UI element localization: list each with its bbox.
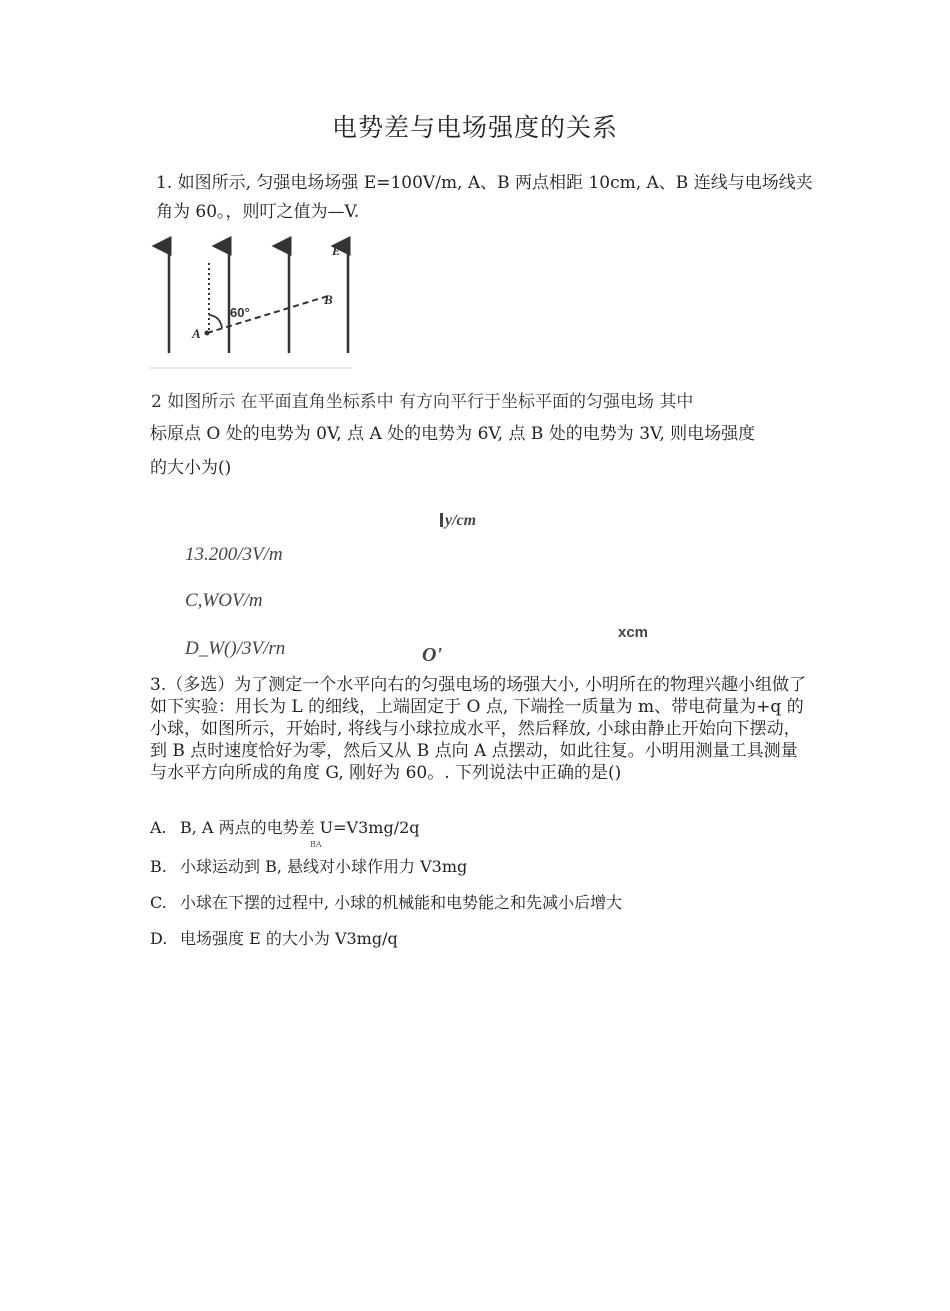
- question-2-option-c: C,WOV/m: [185, 590, 263, 611]
- point-b-label: B: [324, 292, 333, 307]
- angle-label: 60°: [230, 305, 250, 320]
- y-axis-label: [440, 512, 476, 530]
- option-letter: D.: [150, 929, 168, 948]
- question-2-option-d: D_W()/3V/rn: [185, 638, 286, 659]
- question-2-line-2: 的大小为(): [150, 458, 232, 478]
- question-1-line-1: 1. 如图所示, 匀强电场场强 E=100V/m, A、B 两点相距 10cm, A、B 连线与电场线夹: [156, 173, 813, 193]
- question-3-option-c: [150, 891, 622, 915]
- question-3-option-a: [150, 816, 420, 840]
- question-2-line-1: 标原点 O 处的电势为 0V, 点 A 处的电势为 6V, 点 B 处的电势为 3V, 则电场强度: [150, 424, 756, 444]
- option-letter: A.: [150, 818, 167, 837]
- question-2-option-b: 13.200/3V/m: [185, 544, 283, 565]
- question-3-stem: 3.（多选）为了测定一个水平向右的匀强电场的场强大小, 小明所在的物理兴趣小组做了如下实验：用长为 L 的细线，上端固定于 O 点, 下端拴一质量为 m、带电荷量为+q 的小球，如图所示，开始时, 将线与小球拉成水平，然后释放, 小球由静止开始向下摆动，到 B 点时速度恰好为零，然后又从 B 点向 A 点摆动，如此往复。小明用测量工具测量与水平方向所成的角度 G, 刚好为 60。. 下列说法中正确的是(): [150, 675, 807, 783]
- angle-arc: [209, 315, 222, 328]
- question-1-line-2: 角为 60。，则叮之值为—V.: [156, 202, 360, 222]
- point-a-label: A: [192, 326, 201, 341]
- y-axis-arrow-icon: [440, 513, 443, 527]
- option-letter: B.: [150, 857, 167, 876]
- option-text: 小球在下摆的过程中, 小球的机械能和电势能之和先减小后增大: [180, 893, 623, 912]
- question-1-figure: [150, 238, 355, 372]
- page-title: 电势差与电场强度的关系: [331, 113, 618, 142]
- y-axis-label-text: y/cm: [445, 512, 477, 529]
- question-2-cut-line: 2 如图所示 在平面直角坐标系中 有方向平行于坐标平面的匀强电场 其中: [151, 392, 694, 412]
- question-3-option-d: [150, 927, 398, 951]
- question-3-option-b: [150, 855, 467, 879]
- option-text: 小球运动到 B, 悬线对小球作用力 V3mg: [180, 857, 468, 876]
- option-text: 电场强度 E 的大小为 V3mg/q: [180, 929, 398, 948]
- segment-ab: [207, 296, 328, 333]
- field-label-e: E: [332, 243, 341, 258]
- option-text: B, A 两点的电势差 U=V3mg/2q: [180, 818, 420, 837]
- point-a: [205, 331, 210, 336]
- origin-label: O': [422, 644, 442, 666]
- x-axis-label: xcm: [618, 624, 649, 641]
- option-letter: C.: [150, 893, 167, 912]
- subscript-ba: BA: [310, 840, 322, 849]
